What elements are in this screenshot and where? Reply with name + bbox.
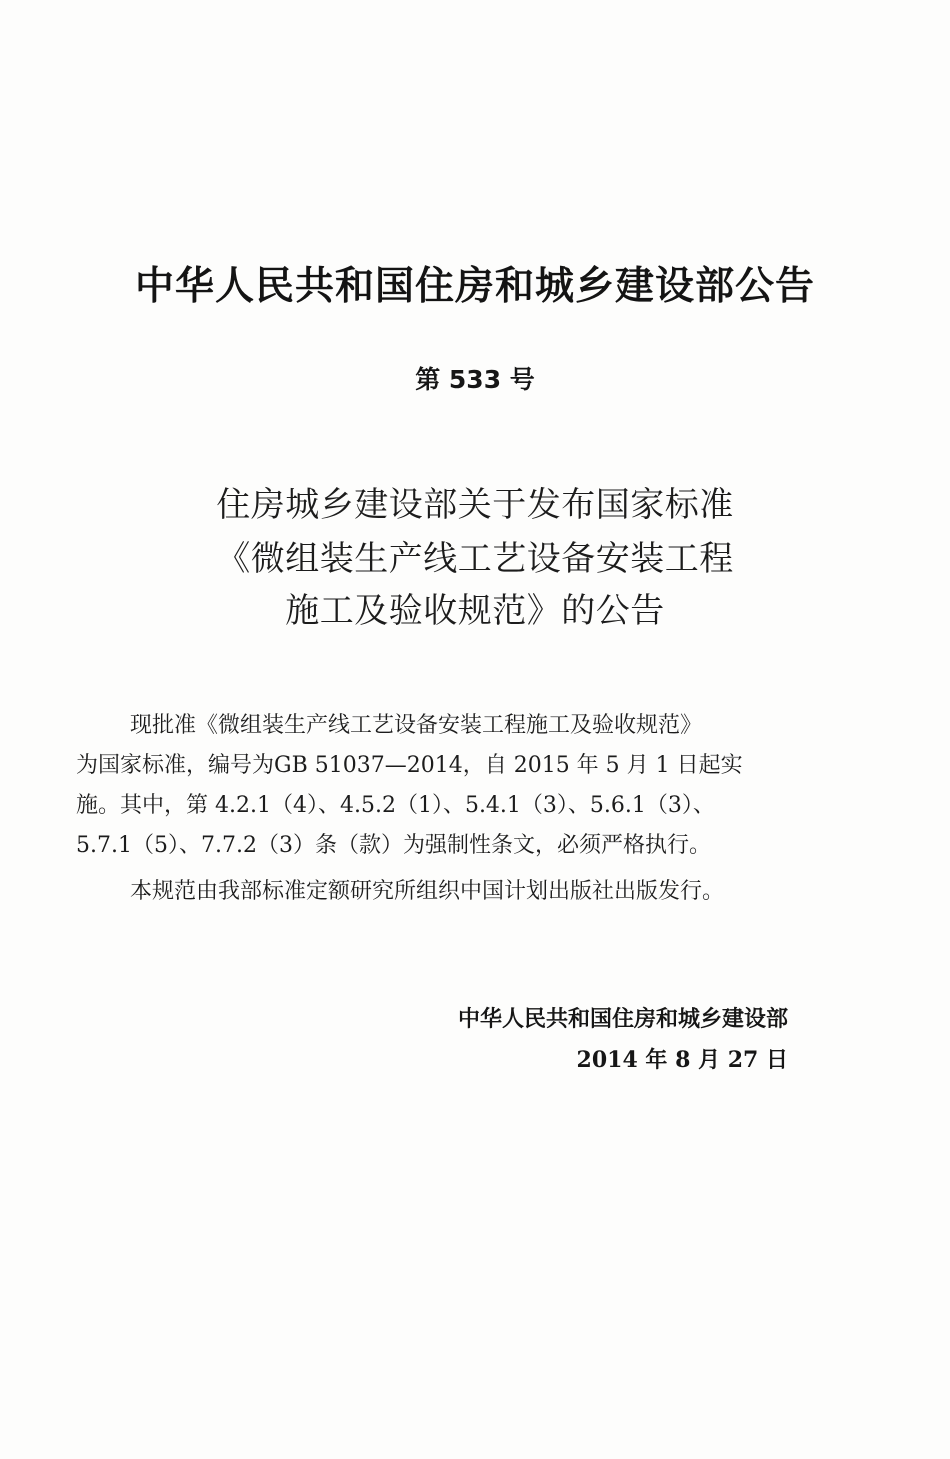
subtitle-line-3: 施工及验收规范》的公告 [285,591,665,631]
subtitle-line-2: 《微组装生产线工艺设备安装工程 [216,539,734,579]
body-line-5: 本规范由我部标准定额研究所组织中国计划出版社出版发行。 [130,879,725,904]
body-line-2: 为国家标准，编号为GB 51037—2014，自 2015 年 5 月 1 日起实 [76,753,743,778]
body-line-3: 施。其中，第 4.2.1（4）、4.5.2（1）、5.4.1（3）、5.6.1（3）、 [76,793,715,818]
body-line-4: 5.7.1（5）、7.7.2（3）条（款）为强制性条文，必须严格执行。 [76,833,711,858]
body-line-1: 现批准《微组装生产线工艺设备安装工程施工及验收规范》 [130,713,703,738]
subtitle-line-1: 住房城乡建设部关于发布国家标准 [216,485,734,525]
announcement-headline: 中华人民共和国住房和城乡建设部公告 [134,264,815,309]
issue-number: 第 533 号 [415,365,535,394]
signature-organization: 中华人民共和国住房和城乡建设部 [457,1007,788,1032]
signature-date: 2014 年 8 月 27 日 [576,1047,788,1073]
